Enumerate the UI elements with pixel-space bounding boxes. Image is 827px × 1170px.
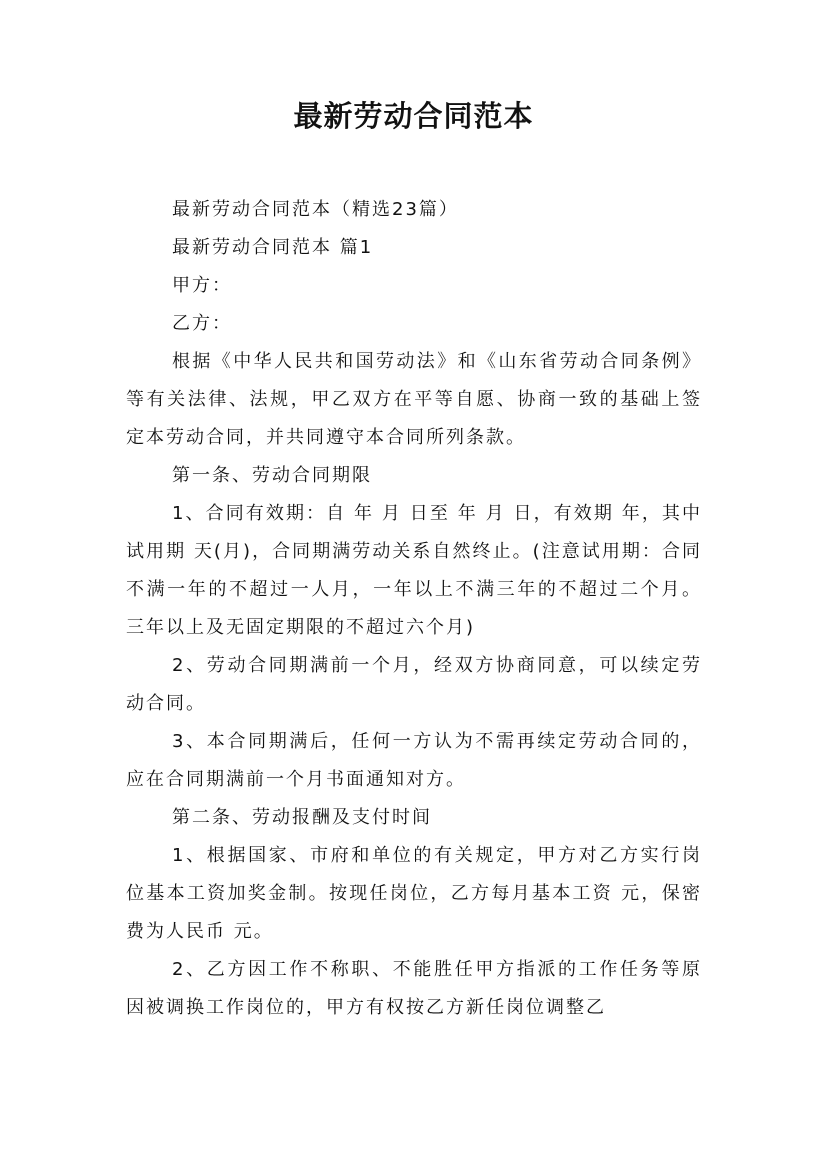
paragraph-preamble: 根据《中华人民共和国劳动法》和《山东省劳动合同条例》等有关法律、法规，甲乙双方在平等自愿、协商一致的基础上签定本劳动合同，并共同遵守本合同所列条款。 (126, 351, 702, 448)
paragraph-party-a: 甲方： (172, 275, 232, 296)
paragraph-article-1-item-1: 1、合同有效期：自 年 月 日至 年 月 日，有效期 年，其中试用期 天(月)，合同期满劳动关系自然终止。(注意试用期：合同不满一年的不超过一人月，一年以上不满三年的不超过二个月。三年以上及无固定期限的不超过六个月) (126, 503, 702, 638)
paragraph-article-2-item-2: 2、乙方因工作不称职、不能胜任甲方指派的工作任务等原因被调换工作岗位的，甲方有权按乙方新任岗位调整乙 (126, 959, 702, 1018)
paragraph-article-1-heading: 第一条、劳动合同期限 (172, 465, 372, 486)
paragraph-article-1-item-3: 3、本合同期满后，任何一方认为不需再续定劳动合同的，应在合同期满前一个月书面通知对方。 (126, 731, 702, 790)
document-body (126, 191, 702, 1027)
document-title: 最新劳动合同范本 (293, 99, 534, 133)
paragraph-article-2-item-1: 1、根据国家、市府和单位的有关规定，甲方对乙方实行岗位基本工资加奖金制。按现任岗位，乙方每月基本工资 元，保密费为人民币 元。 (126, 845, 702, 942)
paragraph-part-heading: 最新劳动合同范本 篇1 (172, 237, 374, 258)
paragraph-article-1-item-2: 2、劳动合同期满前一个月，经双方协商同意，可以续定劳动合同。 (126, 655, 702, 714)
paragraph-subtitle: 最新劳动合同范本（精选23篇） (172, 199, 459, 220)
paragraph-party-b: 乙方： (172, 313, 232, 334)
paragraph-article-2-heading: 第二条、劳动报酬及支付时间 (172, 807, 432, 828)
